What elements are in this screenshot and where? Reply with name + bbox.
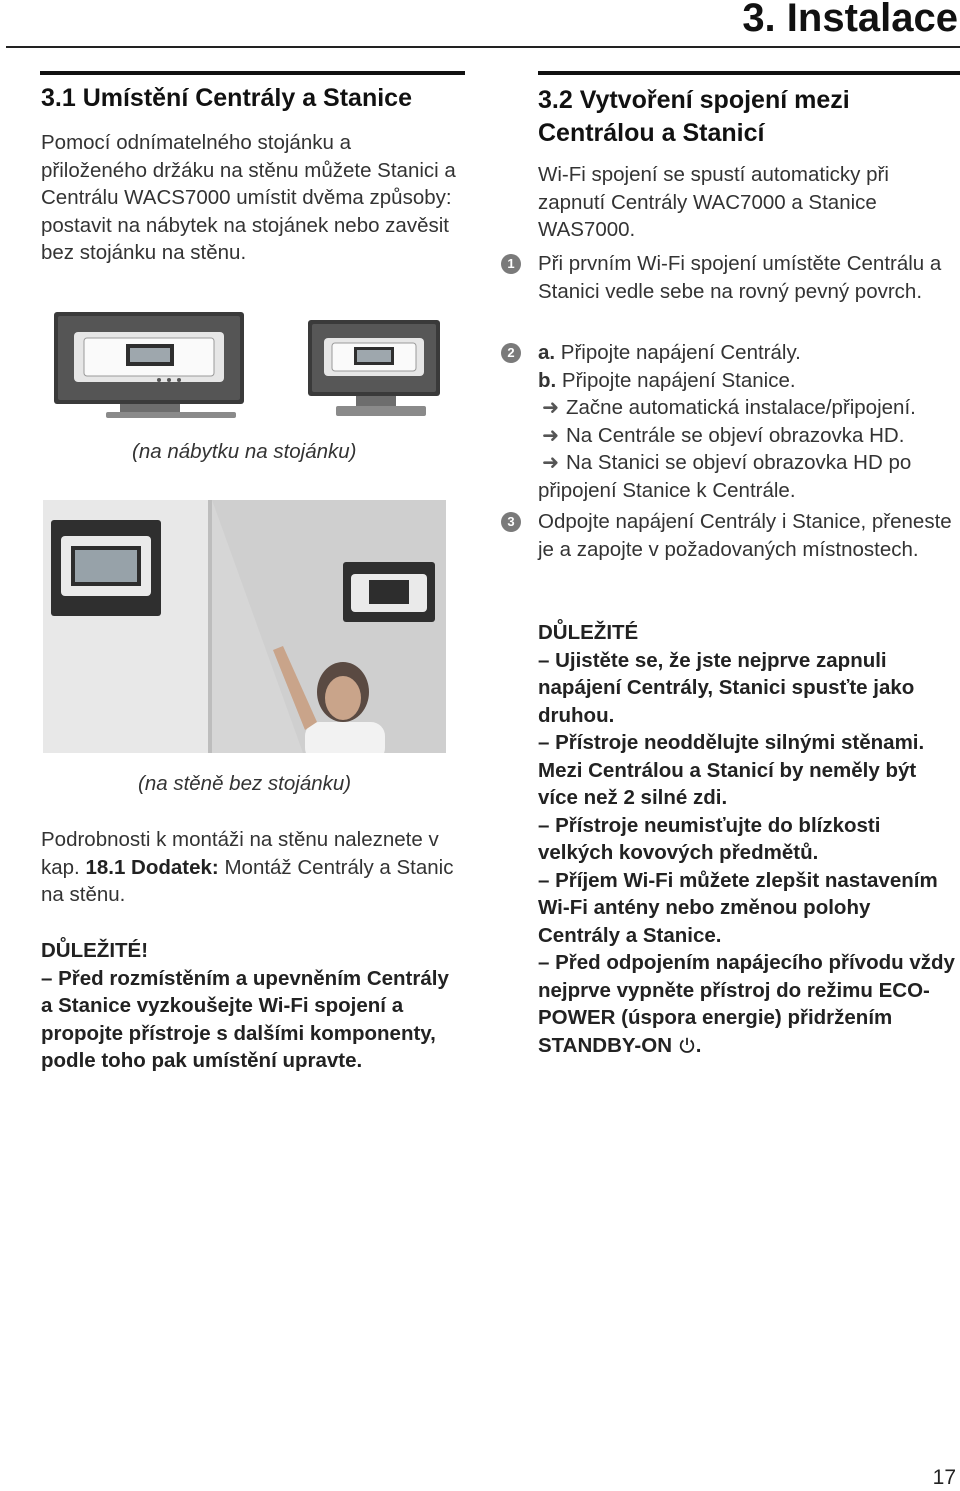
section-heading-placement: 3.1 Umístění Centrály a Stanice: [41, 84, 412, 112]
page-number: 17: [932, 1466, 956, 1489]
step-2-number: 2: [501, 343, 521, 363]
important-last-text: – Před odpojením napájecího přívodu vždy nejprve vypněte přístroj do režimu ECO-POWER (úspora energie) přidržením STANDBY-ON: [538, 951, 955, 1057]
details-reference: 18.1 Dodatek:: [85, 855, 219, 879]
wall-mount-details: [41, 826, 471, 909]
result-2: [538, 422, 958, 450]
step-2a: [538, 339, 958, 367]
connection-intro: Wi-Fi spojení se spustí automaticky při zapnutí Centrály WAC7000 a Stanice WAS7000.: [538, 163, 889, 241]
step-2b-label: b.: [538, 368, 557, 392]
important-note-left: [41, 937, 461, 1075]
arrow-right-icon: ➜: [542, 423, 560, 447]
step-2a-text: Připojte napájení Centrály.: [555, 341, 801, 364]
result-1: [538, 394, 958, 422]
important-item-last: [538, 949, 958, 1059]
important-item: – Přístroje neumisťujte do blízkosti velkých kovových předmětů.: [538, 813, 881, 864]
right-column-rule: [538, 71, 960, 75]
placement-intro: Pomocí odnímatelného stojánku a přiloženého držáku na stěnu můžete Stanici a Centrálu WACS7000 umístit dvěma způsoby: postavit na nábytek na stojánek nebo zavěsit bez stojánku na stěnu.: [41, 131, 456, 264]
caption-wall: (na stěně bez stojánku): [138, 772, 352, 795]
chapter-title: 3. Instalace: [742, 0, 958, 40]
step-3-text: Odpojte napájení Centrály i Stanice, přeneste je a zapojte v požadovaných místnostech.: [538, 510, 952, 561]
caption-furniture: (na nábytku na stojánku): [132, 440, 357, 463]
result-1-text: Začne automatická instalace/připojení.: [566, 396, 916, 419]
step-3-number: 3: [501, 512, 521, 532]
step-1: [507, 250, 958, 305]
step-1-number: 1: [501, 254, 521, 274]
step-2b-text: Připojte napájení Stanice.: [556, 368, 796, 392]
details-suffix: Montáž Centrály a Stanic na stěnu.: [41, 855, 454, 906]
important-text-left: – Před rozmístěním a upevněním Centrály a Stanice vyzkoušejte Wi-Fi spojení a propojte přístroje s dalšími komponenty, podle toho pak umístění upravte.: [41, 966, 449, 1072]
result-3-text: Na Stanici se objeví obrazovka HD po připojení Stanice k Centrále.: [538, 451, 912, 502]
important-last-end: .: [695, 1033, 702, 1057]
step-1-text: Při prvním Wi-Fi spojení umístěte Centrálu a Stanici vedle sebe na rovný pevný povrch.: [538, 252, 942, 303]
step-3: [507, 508, 958, 563]
photo-furniture-stand: [54, 310, 440, 420]
important-heading-right: DŮLEŽITÉ: [538, 621, 639, 644]
important-item: – Ujistěte se, že jste nejprve zapnuli napájení Centrály, Stanici spusťte jako druhou.: [538, 648, 915, 727]
important-item: – Příjem Wi-Fi můžete zlepšit nastavením Wi-Fi antény nebo změnou polohy Centrály a Stanice.: [538, 868, 938, 947]
details-prefix: Podrobnosti k montáži na stěnu naleznete v kap.: [41, 828, 439, 879]
step-2b: [538, 367, 958, 395]
left-column-rule: [40, 71, 465, 75]
result-2-text: Na Centrále se objeví obrazovka HD.: [566, 423, 905, 447]
important-note-right: [538, 619, 958, 1059]
result-3: [538, 449, 958, 504]
arrow-right-icon: ➜: [542, 396, 560, 419]
top-rule: [6, 46, 960, 48]
section-heading-connection: 3.2 Vytvoření spojení mezi Centrálou a Stanicí: [538, 86, 850, 147]
arrow-right-icon: ➜: [542, 451, 560, 474]
step-2: [507, 339, 958, 504]
power-icon: [678, 1036, 696, 1054]
photo-wall-mount: [43, 500, 446, 753]
step-2a-label: a.: [538, 341, 556, 364]
important-item: – Přístroje neoddělujte silnými stěnami. Mezi Centrálou a Stanicí by neměly být více než 2 silné zdi.: [538, 731, 925, 809]
important-heading-left: DŮLEŽITÉ!: [41, 939, 149, 962]
